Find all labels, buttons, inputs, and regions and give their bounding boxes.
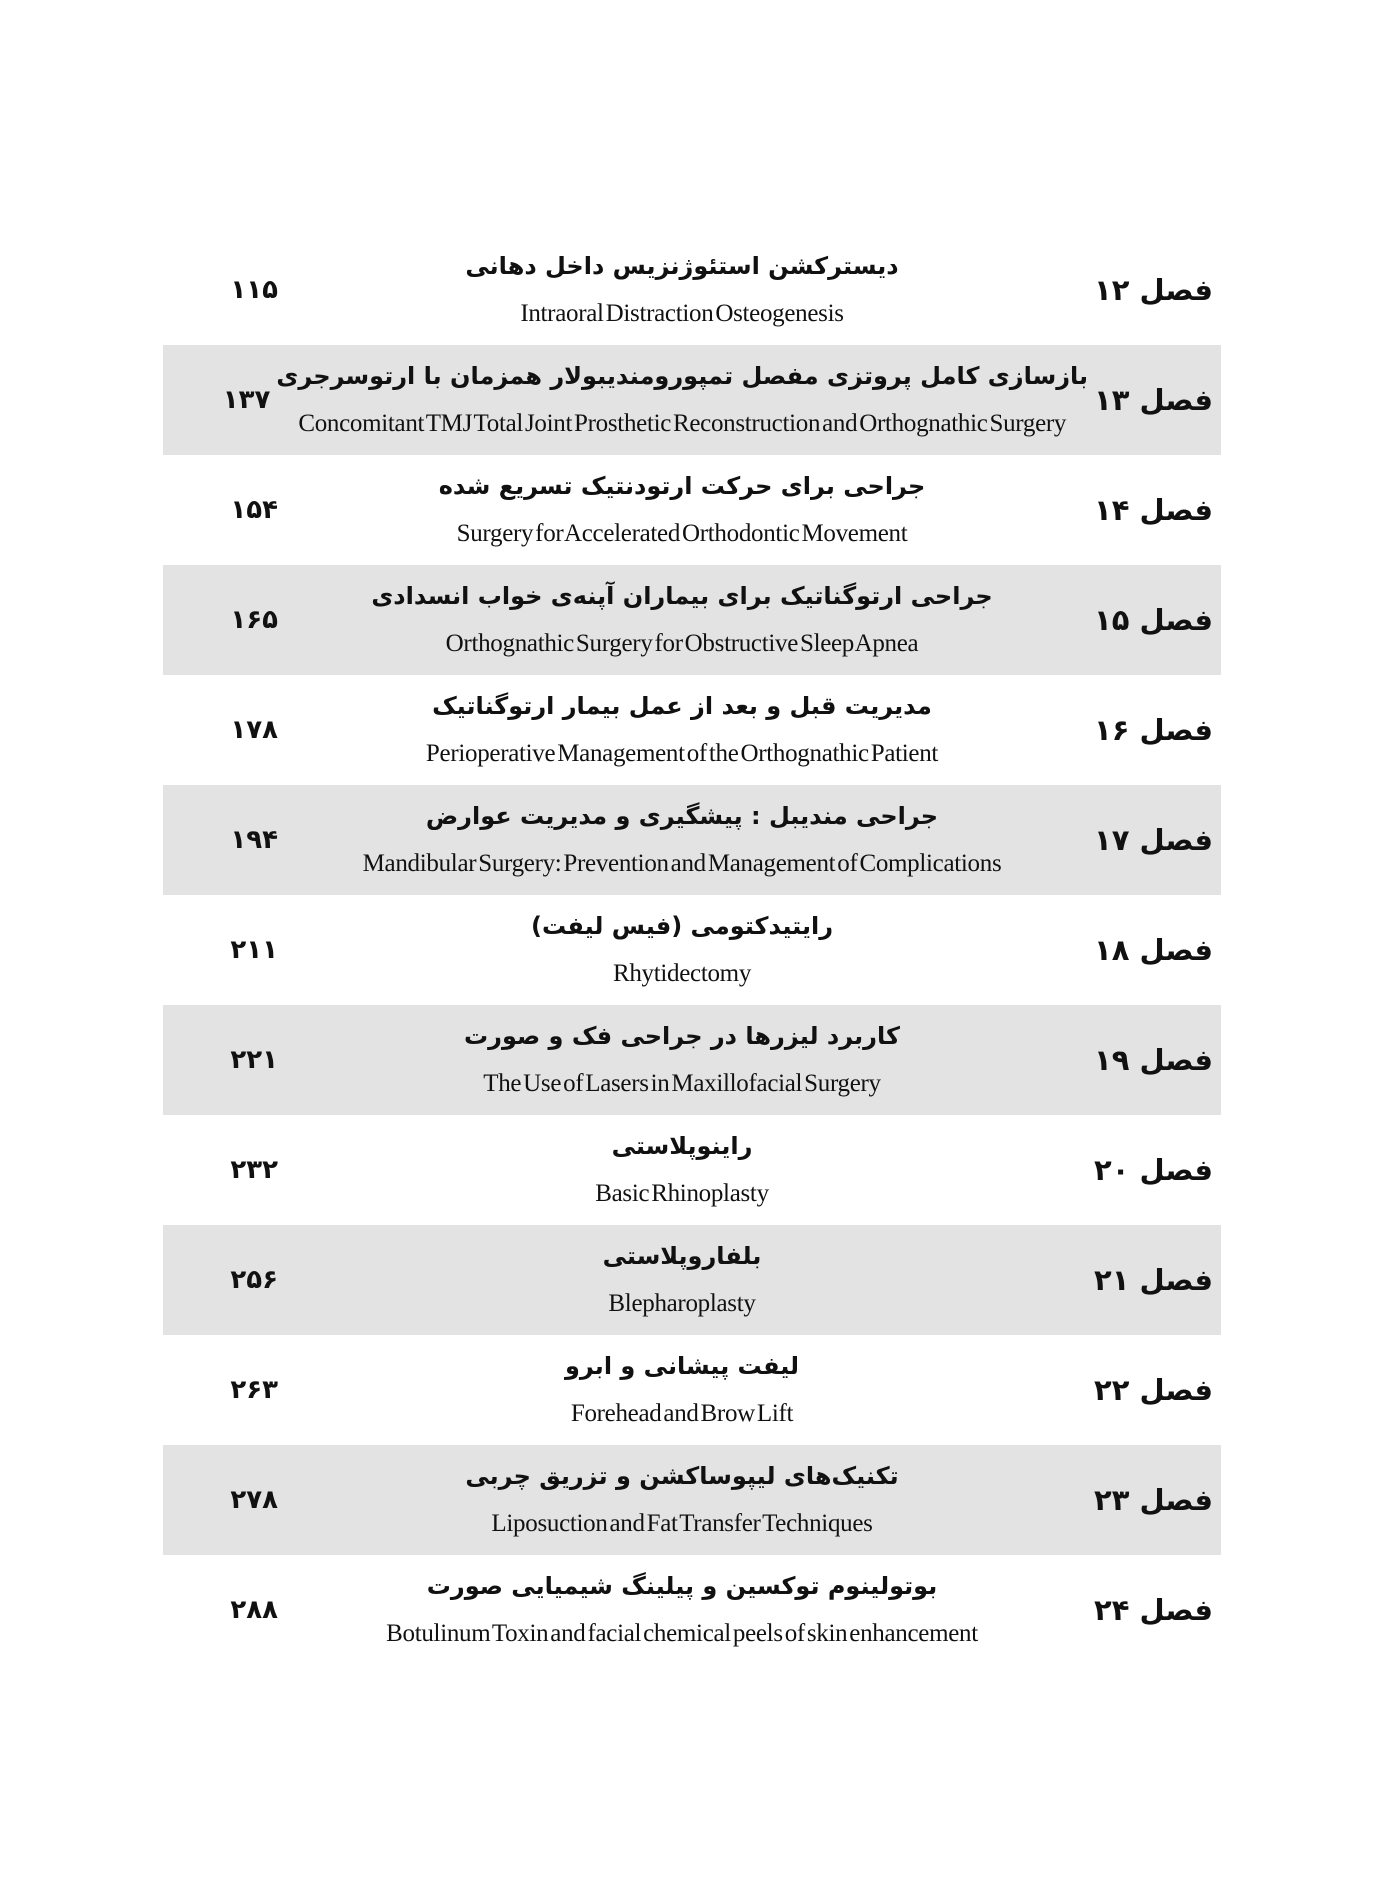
chapter-title-persian: رایتیدکتومی (فیس لیفت): [530, 911, 834, 940]
toc-row: [163, 1555, 1221, 1665]
chapter-titles: [270, 345, 1094, 455]
toc-list: [163, 235, 1221, 1665]
chapter-label: فصل ۲۳: [1094, 1483, 1213, 1517]
page-number: ۱۱۵: [230, 275, 278, 305]
page-number: ۱۵۴: [230, 495, 278, 525]
page-number: ۲۱۱: [230, 935, 278, 965]
chapter-title-english: Blepharoplasty: [608, 1289, 756, 1317]
toc-row: [163, 565, 1221, 675]
chapter-label: فصل ۱۴: [1094, 493, 1213, 527]
chapter-title-persian: کاربرد لیزرها در جراحی فک و صورت: [464, 1021, 900, 1050]
toc-row: [163, 345, 1221, 455]
chapter-titles: [278, 455, 1086, 565]
chapter-title-english: Mandibular Surgery: Prevention and Management of Complications: [362, 849, 1002, 877]
chapter-title-english: The Use of Lasers in Maxillofacial Surgery: [483, 1069, 881, 1097]
chapter-label: فصل ۲۰: [1094, 1153, 1213, 1187]
page-number: ۱۹۴: [230, 825, 278, 855]
chapter-title-english: Perioperative Management of the Orthognathic Patient: [425, 739, 939, 767]
page-number: ۲۵۶: [230, 1265, 278, 1295]
chapter-label: فصل ۱۲: [1094, 273, 1213, 307]
chapter-label: فصل ۱۹: [1094, 1043, 1213, 1077]
chapter-label: فصل ۱۵: [1094, 603, 1213, 637]
chapter-title-english: Liposuction and Fat Transfer Techniques: [491, 1509, 873, 1537]
toc-row: [163, 235, 1221, 345]
chapter-titles: [278, 565, 1086, 675]
chapter-title-persian: جراحی مندیبل : پیشگیری و مدیریت عوارض: [425, 801, 939, 830]
chapter-title-persian: بلفاروپلاستی: [602, 1241, 762, 1270]
page-number: ۲۷۸: [230, 1485, 278, 1515]
page-number: ۱۳۷: [222, 385, 271, 415]
chapter-label: فصل ۱۷: [1094, 823, 1213, 857]
toc-row: [163, 895, 1221, 1005]
chapter-title-english: Basic Rhinoplasty: [595, 1179, 769, 1207]
chapter-title-english: Orthognathic Surgery for Obstructive Sleep Apnea: [445, 629, 919, 657]
toc-row: [163, 785, 1221, 895]
page-number: ۲۲۱: [230, 1045, 278, 1075]
chapter-titles: [278, 1005, 1086, 1115]
chapter-title-persian: لیفت پیشانی و ابرو: [564, 1351, 800, 1380]
chapter-titles: [278, 1115, 1086, 1225]
toc-row: [163, 1115, 1221, 1225]
chapter-titles: [278, 785, 1086, 895]
page-number: ۱۷۸: [230, 715, 278, 745]
chapter-title-persian: بوتولینوم توکسین و پیلینگ شیمیایی صورت: [426, 1571, 938, 1600]
toc-row: [163, 1335, 1221, 1445]
chapter-title-persian: جراحی برای حرکت ارتودنتیک تسریع شده: [438, 471, 926, 500]
chapter-titles: [278, 675, 1086, 785]
chapter-titles: [278, 1225, 1086, 1335]
page-number: ۱۶۵: [230, 605, 278, 635]
chapter-titles: [278, 235, 1086, 345]
chapter-titles: [278, 1445, 1086, 1555]
chapter-title-persian: جراحی ارتوگناتیک برای بیماران آپنه‌ی خواب انسدادی: [371, 581, 993, 610]
chapter-titles: [278, 1555, 1086, 1665]
chapter-title-english: Concomitant TMJ Total Joint Prosthetic Reconstruction and Orthognathic Surgery: [298, 409, 1067, 437]
chapter-title-persian: مدیریت قبل و بعد از عمل بیمار ارتوگناتیک: [432, 691, 932, 720]
chapter-title-english: Rhytidectomy: [612, 959, 752, 987]
chapter-label: فصل ۲۴: [1094, 1593, 1213, 1627]
toc-row: [163, 675, 1221, 785]
page-number: ۲۸۸: [230, 1595, 278, 1625]
toc-row: [163, 1445, 1221, 1555]
page-number: ۲۳۲: [230, 1155, 278, 1185]
chapter-label: فصل ۱۶: [1094, 713, 1213, 747]
chapter-title-persian: بازسازی کامل پروتزی مفصل تمپورومندیبولار همزمان با ارتوسرجری: [276, 361, 1089, 390]
chapter-label: فصل ۱۳: [1094, 383, 1213, 417]
chapter-title-persian: راینوپلاستی: [611, 1131, 753, 1160]
chapter-title-english: Botulinum Toxin and facial chemical peels of skin enhancement: [386, 1619, 978, 1647]
chapter-title-english: Surgery for Accelerated Orthodontic Movement: [456, 519, 908, 547]
chapter-label: فصل ۱۸: [1094, 933, 1213, 967]
chapter-label: فصل ۲۲: [1094, 1373, 1213, 1407]
toc-row: [163, 1005, 1221, 1115]
chapter-title-english: Forehead and Brow Lift: [570, 1399, 794, 1427]
chapter-label: فصل ۲۱: [1094, 1263, 1213, 1297]
chapter-title-persian: دیسترکشن استئوژنزیس داخل دهانی: [465, 251, 899, 280]
page-number: ۲۶۳: [230, 1375, 278, 1405]
toc-row: [163, 1225, 1221, 1335]
chapter-titles: [278, 895, 1086, 1005]
toc-row: [163, 455, 1221, 565]
chapter-titles: [278, 1335, 1086, 1445]
chapter-title-english: Intraoral Distraction Osteogenesis: [520, 299, 844, 327]
chapter-title-persian: تکنیک‌های لیپوساکشن و تزریق چربی: [465, 1461, 899, 1490]
